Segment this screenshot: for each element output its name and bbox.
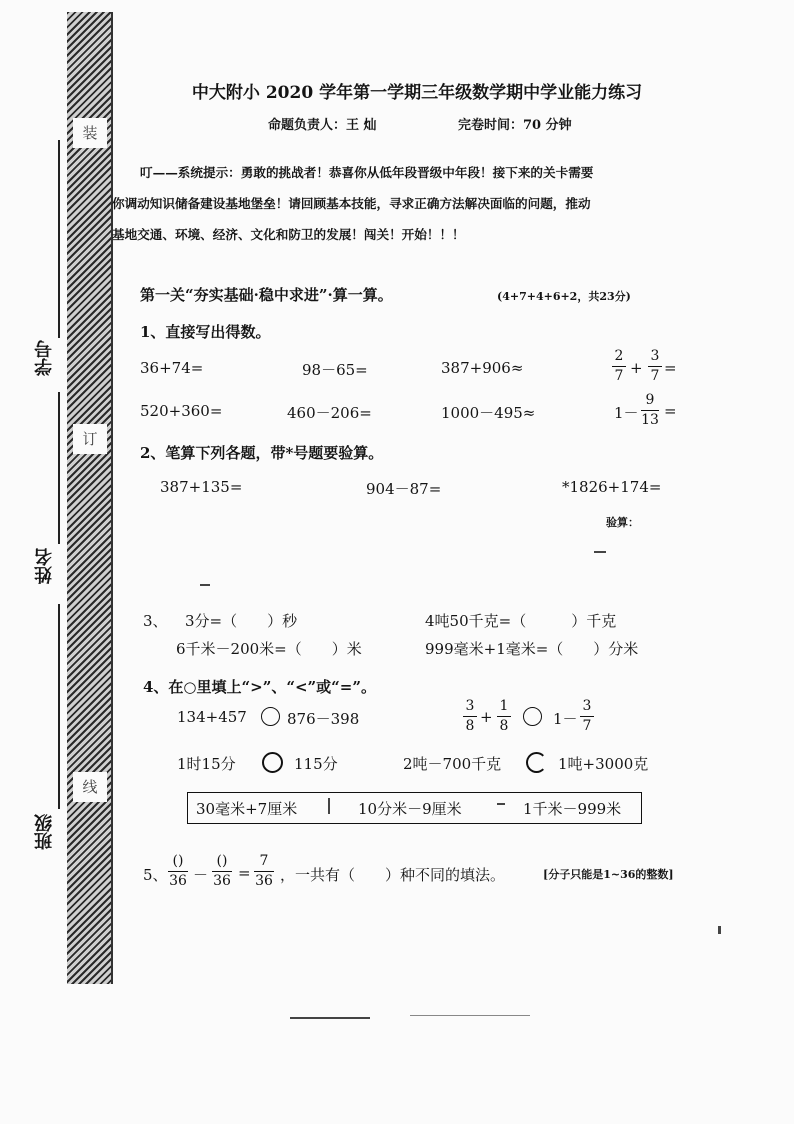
- q3-item: 999毫米+1毫米=（ ）分米: [425, 640, 639, 658]
- q1-item: 387+906≈: [441, 359, 524, 377]
- q4-left: 2吨－700千克: [403, 755, 502, 773]
- q1-item: 460－206=: [287, 404, 372, 422]
- section1-score: (4+7+4+6+2，共23分): [497, 290, 631, 303]
- q3-item: 3分=（ ）秒: [185, 612, 298, 630]
- compare-mark[interactable]: [328, 798, 330, 814]
- equals-sign: =: [664, 402, 677, 420]
- binding-char-ding: 订: [73, 424, 107, 454]
- q3-item: 4吨50千克=（ ）千克: [425, 612, 617, 630]
- q1-item: 520+360=: [140, 402, 223, 420]
- box-item: 10分米－9厘米: [358, 800, 462, 818]
- q2-item: *1826+174=: [562, 478, 662, 496]
- fraction: [612, 348, 626, 385]
- q5-text: ，一共有（ ）种不同的填法。: [280, 866, 506, 884]
- q2-title: 2、笔算下列各题，带*号题要验算。: [140, 444, 384, 462]
- denominator: 7: [614, 368, 624, 385]
- equals-sign: =: [664, 359, 677, 377]
- denominator: 36: [169, 873, 187, 890]
- scan-mark: [200, 584, 210, 586]
- fraction: [580, 698, 594, 735]
- name-label: 姓名: [34, 548, 55, 584]
- class-label: 班级: [34, 814, 55, 850]
- q2-item: 387+135=: [160, 478, 243, 496]
- q4-right: 876－398: [287, 710, 360, 728]
- q1-item: 36+74=: [140, 359, 204, 377]
- check-label: 验算：: [606, 516, 639, 529]
- fraction: [212, 853, 232, 890]
- numerator: 3: [582, 698, 592, 714]
- author-label: 命题负责人：王 灿: [268, 118, 377, 133]
- compare-circle[interactable]: [261, 707, 280, 726]
- denominator: 13: [641, 412, 659, 429]
- exam-title: 中大附小 2020 学年第一学期三年级数学期中学业能力练习: [191, 83, 643, 103]
- numerator: 7: [259, 853, 269, 869]
- compare-circle[interactable]: [262, 752, 283, 773]
- plus-sign: +: [630, 359, 643, 377]
- equals-sign: =: [238, 864, 251, 882]
- intro-line: 叮——系统提示：勇敢的挑战者！恭喜你从低年段晋级中年段！接下来的关卡需要: [140, 165, 594, 180]
- compare-mark[interactable]: [497, 803, 505, 805]
- scan-mark: [410, 1015, 530, 1016]
- q5-note: [分子只能是1~36的整数]: [543, 868, 674, 881]
- blank-numerator[interactable]: (): [216, 853, 228, 869]
- q5-number: 5、: [143, 866, 168, 884]
- scan-mark: [718, 926, 721, 934]
- fraction: [648, 348, 662, 385]
- fraction: [641, 392, 659, 429]
- q3-item: 6千米－200米=（ ）米: [176, 640, 362, 658]
- student-id-line: [58, 140, 60, 338]
- q3-number: 3、: [143, 612, 168, 630]
- scan-mark: [594, 551, 606, 553]
- compare-circle[interactable]: [523, 707, 542, 726]
- denominator: 7: [582, 718, 592, 735]
- binding-char-zhuang: 装: [73, 118, 107, 148]
- class-line: [58, 604, 60, 809]
- intro-paragraph: [112, 157, 725, 250]
- q2-item: 904－87=: [366, 480, 442, 498]
- denominator: 8: [465, 718, 475, 735]
- fraction: [463, 698, 477, 735]
- intro-line: 基地交通、环境、经济、文化和防卫的发展！闯关！开始！！！: [112, 227, 465, 242]
- minus-sign: －: [193, 866, 209, 884]
- numerator: 3: [650, 348, 660, 364]
- numerator: 3: [465, 698, 475, 714]
- section1-title: 第一关“夯实基础·稳中求进”·算一算。: [140, 286, 393, 304]
- q4-right: 115分: [294, 755, 338, 773]
- intro-line: 你调动知识储备建设基地堡垒！请回顾基本技能，寻求正确方法解决面临的问题，推动: [112, 196, 591, 211]
- numerator: 9: [645, 392, 655, 408]
- q1-item: 1000－495≈: [441, 404, 536, 422]
- denominator: 8: [499, 718, 509, 735]
- q1-item: 98－65=: [302, 361, 368, 379]
- compare-circle[interactable]: [526, 752, 547, 773]
- box-item: 1千米－999米: [523, 800, 622, 818]
- fraction: [168, 853, 188, 890]
- blank-numerator[interactable]: (): [172, 853, 184, 869]
- one-minus: 1－: [614, 404, 639, 422]
- numerator: 1: [499, 698, 509, 714]
- q1-title: 1、直接写出得数。: [140, 323, 271, 341]
- q4-right: 1吨+3000克: [558, 755, 649, 773]
- denominator: 36: [213, 873, 231, 890]
- fraction: [254, 853, 274, 890]
- binding-char-xian: 线: [73, 772, 107, 802]
- q4-left: 1时15分: [177, 755, 236, 773]
- name-line: [58, 392, 60, 544]
- denominator: 7: [650, 368, 660, 385]
- time-label: 完卷时间：70 分钟: [458, 118, 572, 133]
- q4-title: 4、在○里填上“>”、“<”或“=”。: [143, 678, 376, 696]
- box-item: 30毫米+7厘米: [196, 800, 298, 818]
- student-id-label: 学号: [34, 340, 55, 376]
- denominator: 36: [255, 873, 273, 890]
- one-minus: 1－: [553, 710, 578, 728]
- q4-left: 134+457: [177, 708, 247, 726]
- numerator: 2: [614, 348, 624, 364]
- plus-sign: +: [480, 708, 493, 726]
- binding-strip: [67, 12, 113, 984]
- fraction: [497, 698, 511, 735]
- scan-mark: [290, 1017, 370, 1019]
